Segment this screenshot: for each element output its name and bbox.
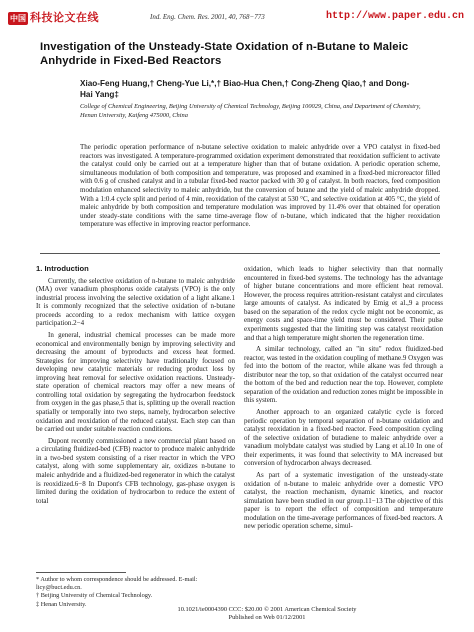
footnote-divider	[36, 572, 126, 573]
article-title: Investigation of the Unsteady-State Oxidation of n-Butane to Maleic Anhydride in Fixed-Bed Reactors	[40, 41, 409, 67]
author-affiliation: College of Chemical Engineering, Beijing University of Chemical Technology, Beijing 100029, China, and Department of Chemistry, Henan University, Kaifeng 475000, China	[80, 103, 421, 119]
paragraph: Dupont recently commissioned a new commercial plant based on a circulating fluidized-bed (CFB) reactor to produce maleic anhydride in a two-bed system consisting of a riser reactor in which the VPO catalyst, along with some supplementary air, oxidizes n-butane to maleic anhydride and a fluidized-bed regenerator in which the catalyst is reoxidized.6−8 In Dupont's CFB technology, gas-phase oxygen is limited during the oxidation of hydrocarbon to reduce the extent of total	[36, 436, 235, 505]
right-column	[244, 265, 443, 534]
paragraph: A similar technology, called an "in situ" redox fluidized-bed reactor, was tested in the oxidation coupling of methane.9 Oxygen was fed into the bottom of the reactor, while alkane was fed through a distributor near the top, so that oxidation of the catalyst occurred near the bottom of the bed and reduction near the top. However, complete separation of the oxidation and reduction zones might be impossible in this system.	[244, 345, 443, 405]
footnote-corresponding-author: * Author to whom correspondence should be addressed. E-mail: licy@buct.edu.cn.	[36, 576, 198, 592]
paragraph: In general, industrial chemical processes can be made more economical and environmentally benign by improving selectivity and decreasing the amount of byproducts and excess heat formed. Strategies for improving selectivity have traditionally focused on developing new catalytic materials or reducing product loss by improving heat removal for selective oxidation reactions. Unsteady-state operation of chemical reactors may offer a new means of controlling total oxidation by segregating the hydrocarbon feedstock from oxygen in the gas phase,5 that is, splitting up the overall reaction spatially or temporally into two steps, namely, hydrocarbon selective oxidation and reoxidation of the reduced catalyst. Each step can than be carried out under suitable reaction conditions.	[36, 330, 235, 434]
paragraph: oxidation, which leads to higher selectivity than that normally encountered in fixed-bed systems. The technology has the advantage of higher butane concentrations and more efficient heat removal. However, the process requires attrition-resistant catalyst and circulates large amounts of catalyst. As indicated by Emig et al.,9 a process based on the separation of the redox cycle might not be economic, as energy costs and space-time yield must be considered. Their pulse experiments suggested that the limiting step was catalyst reoxidation and that a high temperature might shorten the regeneration time.	[244, 265, 443, 342]
section-heading: 1. Introduction	[36, 264, 89, 273]
site-url-link[interactable]: http://www.paper.edu.cn	[325, 11, 464, 22]
journal-citation: Ind. Eng. Chem. Res. 2001, 40, 768−773	[150, 13, 265, 21]
left-column	[36, 265, 235, 508]
footnote-affiliation-1: † Beijing University of Chemical Technology.	[36, 592, 153, 600]
paragraph: Another approach to an organized catalytic cycle is forced periodic operation by temporal separation of n-butane oxidation and catalyst reoxidation in a fixed-bed reactor. Feed composition cycling of the selective oxidation of butadiene to maleic anhydride over a vanadium molybdate catalyst was studied by Lang et al.10 In one of their experiments, it was found that selectivity to MA increased but conversion of hydrocarbon always decreased.	[244, 408, 443, 468]
footnote-affiliation-2: ‡ Henan University.	[36, 600, 87, 608]
abstract: The periodic operation performance of n-butane selective oxidation to maleic anhydride over a VPO catalyst in fixed-bed reactors was investigated. A temperature-programmed oxidation experiment demonstrated that reoxidation sufficient to activate the catalyst could only be carried out at a temperature higher than that of butane oxidation. A periodic operation scheme, simultaneous modulation of both composition and temperature, was proposed and examined in a fixed-bed microreactor filled with 0.6 g of crushed catalyst and in a tubular fixed-bed reactor packed with 30 g of catalyst. In both reactors, feed composition modulation enhanced selectivity to maleic anhydride, but the conversion of butane and the yield of maleic anhydride dropped. With a 1:0.4 cycle split and period of 4 min, reoxidation of the catalyst at 530 °C, and selective oxidation at 405 °C, the yield of maleic anhydride by both composition and temperature modulation was improved by 11.4% over that obtained for operation under steady-state conditions with the same time-average flow of n-butane, which indicated that the higher reoxidation temperature was effective in improving reactor performance.	[80, 143, 440, 229]
page-footer	[0, 606, 474, 622]
logo-text: 科技论文在线	[30, 11, 99, 24]
doi-line: 10.1021/ie0004390 CCC: $20.00 © 2001 American Chemical Society	[177, 606, 357, 613]
header-bar	[0, 0, 474, 30]
author-list: Xiao-Feng Huang,† Cheng-Yue Li,*,† Biao-Hua Chen,† Cong-Zheng Qiao,† and Dong-Hai Yang‡	[80, 79, 410, 99]
publication-date: Published on Web 01/12/2001	[228, 614, 306, 621]
paragraph: As part of a systematic investigation of the unsteady-state oxidation of n-butane to maleic anhydride over a domestic VPO catalyst, the reaction mechanism, dynamic kinetics, and reactor simulation have been studied in our group.11−13 The objective of this paper is to report the effect of composition and temperature modulation on the time-average performances of fixed-bed reactors. A new periodic operation scheme, simul-	[244, 470, 443, 531]
logo-badge: 中国	[10, 13, 26, 23]
footnotes	[36, 576, 235, 609]
abstract-divider	[40, 253, 440, 254]
site-logo[interactable]	[8, 11, 99, 25]
paragraph: Currently, the selective oxidation of n-butane to maleic anhydride (MA) over vanadium phosphorus oxide catalysts (VPO) is the only industrial process involving the selective oxidation of a light alkane.1 It is commonly recognized that the selective oxidation of n-butane proceeds according to a redox mechanism with lattice oxygen participation.2−4	[36, 276, 235, 328]
